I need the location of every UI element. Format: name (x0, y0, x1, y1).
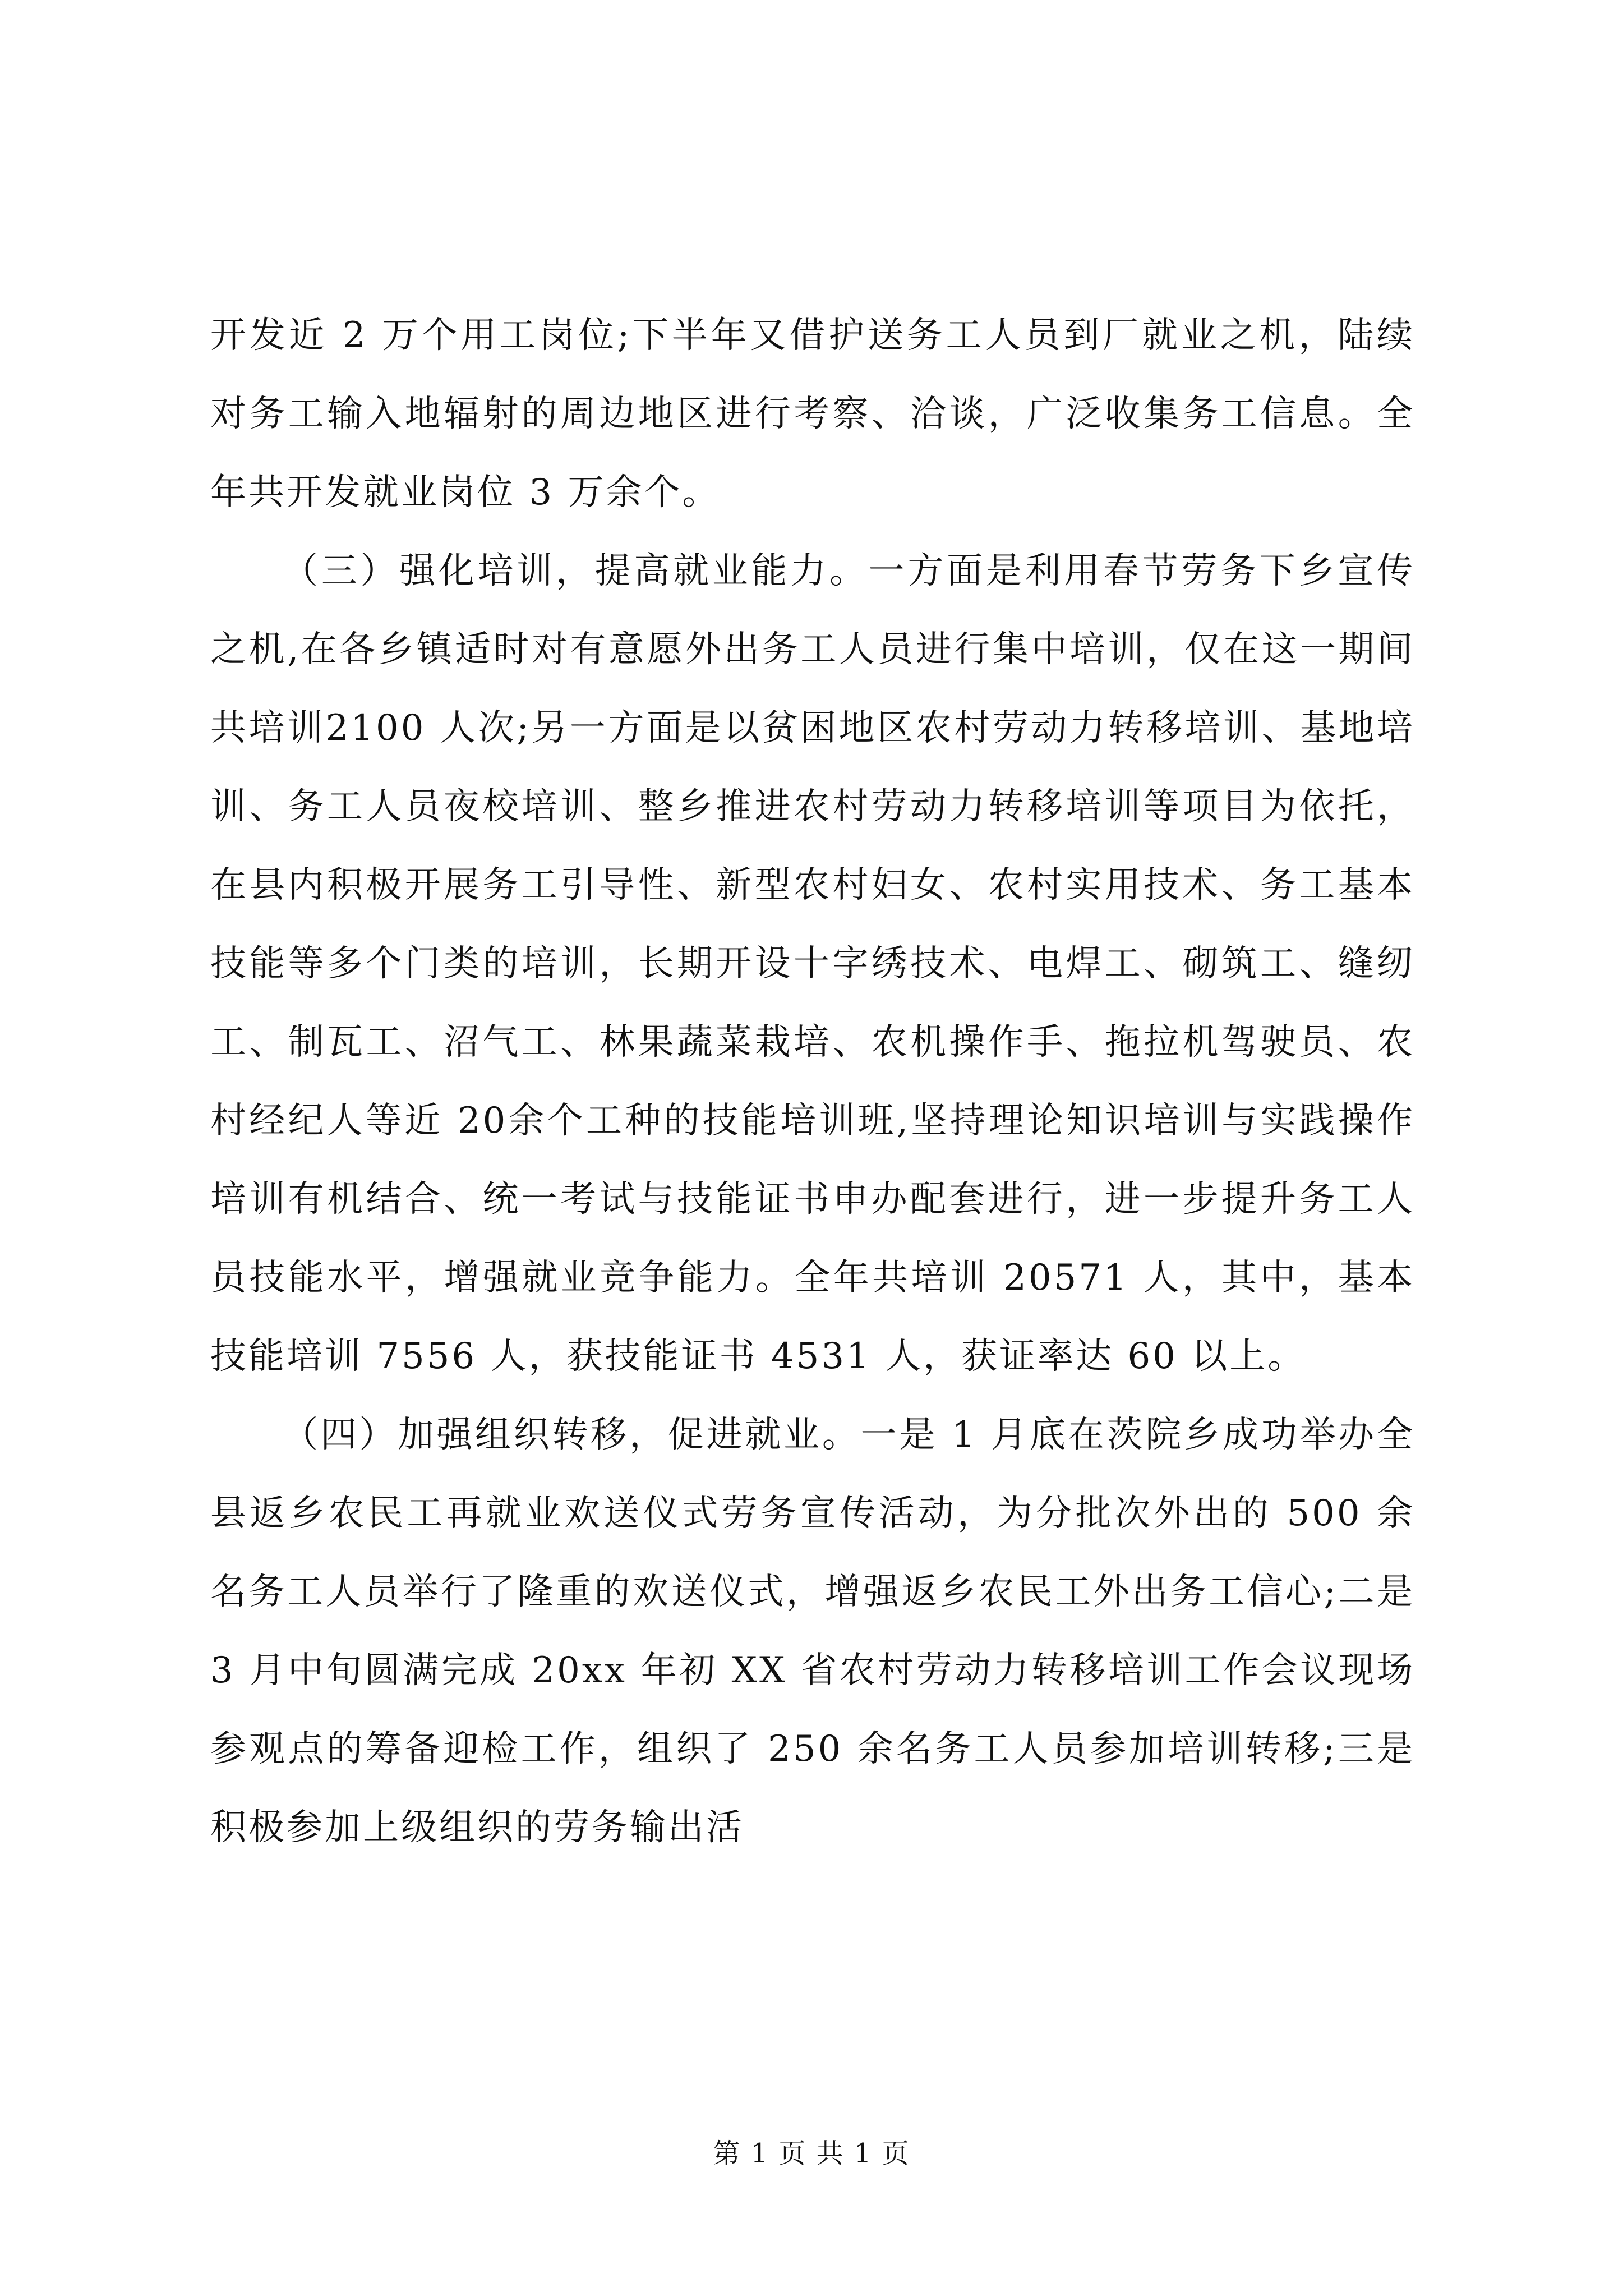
paragraph-organized-transfer: （四）加强组织转移，促进就业。一是 1 月底在茨院乡成功举办全县返乡农民工再就业欢送仪式劳务宣传活动，为分批次外出的 500 余名务工人员举行了隆重的欢送仪式，增强返乡农民工外出务工信心;二是 3 月中旬圆满完成 20xx 年初 XX 省农村劳动力转移培训工作会议现场参观点的筹备迎检工作，组织了 250 余名务工人员参加培训转移;三是积极参加上级组织的劳务输出活 (210, 1414, 1415, 1848)
document-body (210, 296, 1415, 1867)
page-footer: 第 1 页 共 1 页 (713, 2138, 910, 2169)
paragraph-training: （三）强化培训，提高就业能力。一方面是利用春节劳务下乡宣传之机,在各乡镇适时对有意愿外出务工人员进行集中培训，仅在这一期间共培训2100 人次;另一方面是以贫困地区农村劳动力转移培训、基地培训、务工人员夜校培训、整乡推进农村劳动力转移培训等项目为依托，在县内积极开展务工引导性、新型农村妇女、农村实用技术、务工基本技能等多个门类的培训，长期开设十字绣技术、电焊工、砌筑工、缝纫工、制瓦工、沼气工、林果蔬菜栽培、农机操作手、拖拉机驾驶员、农村经纪人等近 20余个工种的技能培训班,坚持理论知识培训与实践操作培训有机结合、统一考试与技能证书申办配套进行，进一步提升务工人员技能水平，增强就业竞争能力。全年共培训 20571 人，其中，基本技能培训 7556 人，获技能证书 4531 人，获证率达 60 以上。 (210, 550, 1415, 1377)
paragraph-continued: 开发近 2 万个用工岗位;下半年又借护送务工人员到厂就业之机，陆续对务工输入地辐射的周边地区进行考察、洽谈，广泛收集务工信息。全年共开发就业岗位 3 万余个。 (210, 315, 1415, 513)
